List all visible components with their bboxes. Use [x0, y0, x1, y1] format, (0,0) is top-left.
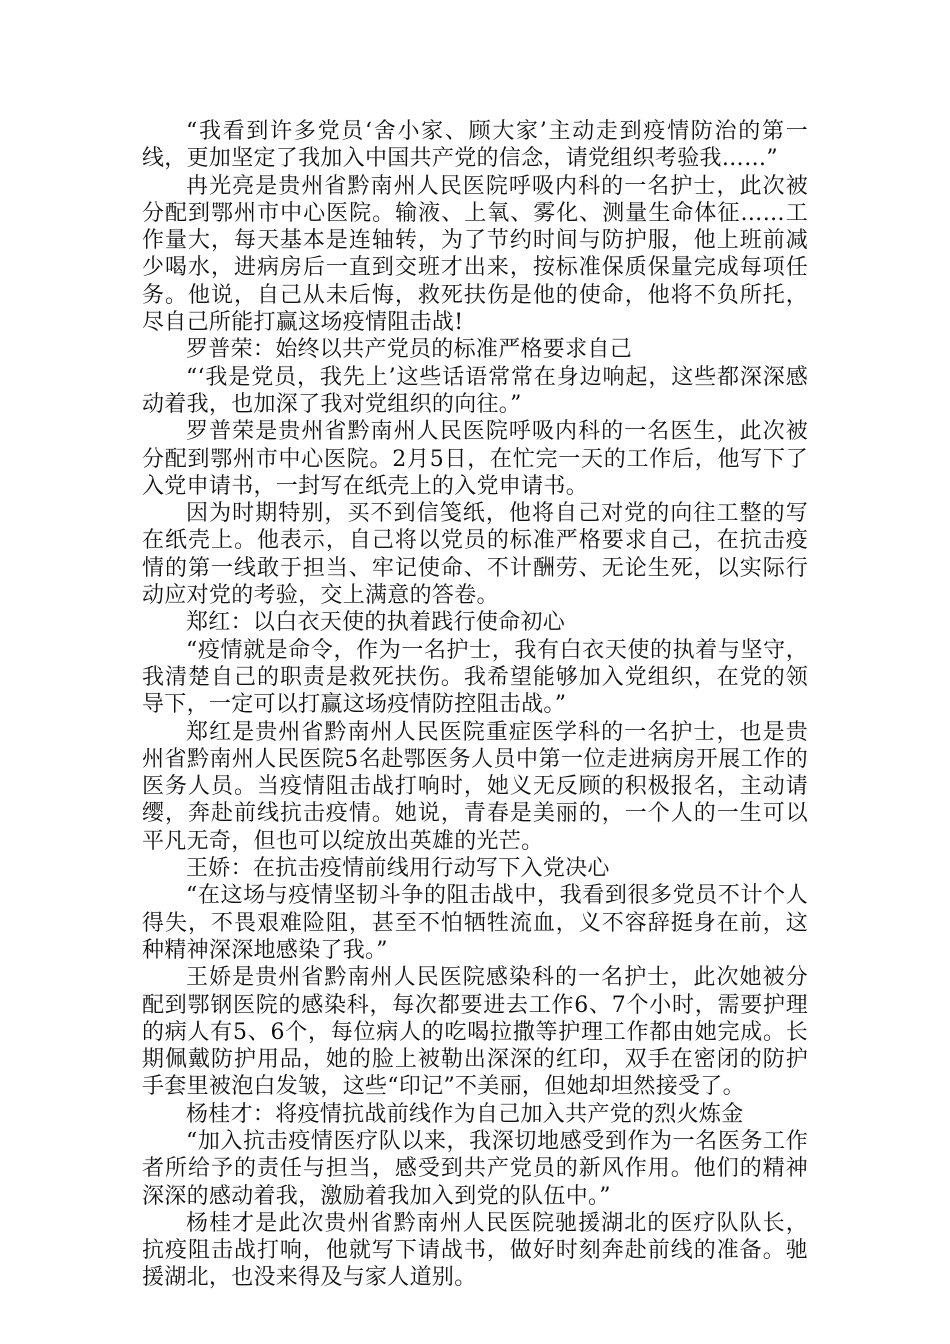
paragraph-ran-quote: “我看到许多党员‘舍小家、顾大家’主动走到疫情防治的第一线，更加坚定了我加入中国共产党的信念，请党组织考验我……” — [142, 119, 808, 172]
section-heading-zheng: 郑红：以白衣天使的执着践行使命初心 — [186, 610, 566, 636]
paragraph-wang-story: 王娇是贵州省黔南州人民医院感染科的一名护士，此次她被分配到鄂钢医院的感染科，每次都要进去工作6、7个小时，需要护理的病人有5、6个，每位病人的吃喝拉撒等护理工作都由她完成。长期佩戴防护用品，她的脸上被勒出深深的红印，双手在密闭的防护手套里被泡白发皱，这些“印记”不美丽，但她却坦然接受了。 — [142, 965, 808, 1100]
paragraph-wang-quote: “在这场与疫情坚韧斗争的阻击战中，我看到很多党员不计个人得失，不畏艰难险阻，甚至不怕牺牲流血，义不容辞挺身在前，这种精神深深地感染了我。” — [142, 883, 808, 963]
paragraph-luo-story-2: 因为时期特别，买不到信笺纸，他将自己对党的向往工整的写在纸壳上。他表示，自己将以党员的标准严格要求自己，在抗击疫情的第一线敢于担当、牢记使命、不计酬劳、无论生死，以实际行动应对党的考验，交上满意的答卷。 — [142, 501, 808, 609]
paragraph-ran-story: 冉光亮是贵州省黔南州人民医院呼吸内科的一名护士，此次被分配到鄂州市中心医院。输液、上氧、雾化、测量生命体征……工作量大，每天基本是连轴转，为了节约时间与防护服，他上班前减少喝水，进病房后一直到交班才出来，按标准保质保量完成每项任务。他说，自己从未后悔，救死扶伤是他的使命，他将不负所托，尽自己所能打赢这场疫情阻击战! — [142, 173, 808, 336]
paragraph-zheng-story: 郑红是贵州省黔南州人民医院重症医学科的一名护士，也是贵州省黔南州人民医院5名赴鄂医务人员中第一位走进病房开展工作的医务人员。当疫情阻击战打响时，她义无反顾的积极报名，主动请缨，奔赴前线抗击疫情。她说，青春是美丽的，一个人的一生可以平凡无奇，但也可以绽放出英雄的光芒。 — [142, 719, 808, 854]
paragraph-yang-story: 杨桂才是此次贵州省黔南州人民医院驰援湖北的医疗队队长，抗疫阻击战打响，他就写下请战书，做好时刻奔赴前线的准备。驰援湖北，也没来得及与家人道别。 — [142, 1210, 808, 1291]
paragraph-zheng-quote: “疫情就是命令，作为一名护士，我有白衣天使的执着与坚守，我清楚自己的职责是救死扶伤。我希望能够加入党组织，在党的领导下，一定可以打赢这场疫情防控阻击战。” — [142, 637, 808, 718]
section-heading-wang: 王娇：在抗击疫情前线用行动写下入党决心 — [186, 856, 610, 882]
section-heading-luo: 罗普荣：始终以共产党员的标准严格要求自己 — [186, 337, 633, 363]
section-heading-yang: 杨桂才：将疫情抗战前线作为自己加入共产党的烈火炼金 — [186, 1101, 744, 1127]
paragraph-luo-story: 罗普荣是贵州省黔南州人民医院呼吸内科的一名医生，此次被分配到鄂州市中心医院。2月5日，在忙完一天的工作后，他写下了入党申请书，一封写在纸壳上的入党申请书。 — [142, 419, 808, 499]
paragraph-yang-quote: “加入抗击疫情医疗队以来，我深切地感受到作为一名医务工作者所给予的责任与担当，感受到共产党员的新风作用。他们的精神深深的感动着我，激励着我加入到党的队伍中。” — [142, 1128, 808, 1209]
document-body — [142, 118, 808, 1292]
paragraph-luo-quote: “‘我是党员，我先上’这些话语常常在身边响起，这些都深深感动着我，也加深了我对党组织的向往。” — [142, 364, 808, 417]
